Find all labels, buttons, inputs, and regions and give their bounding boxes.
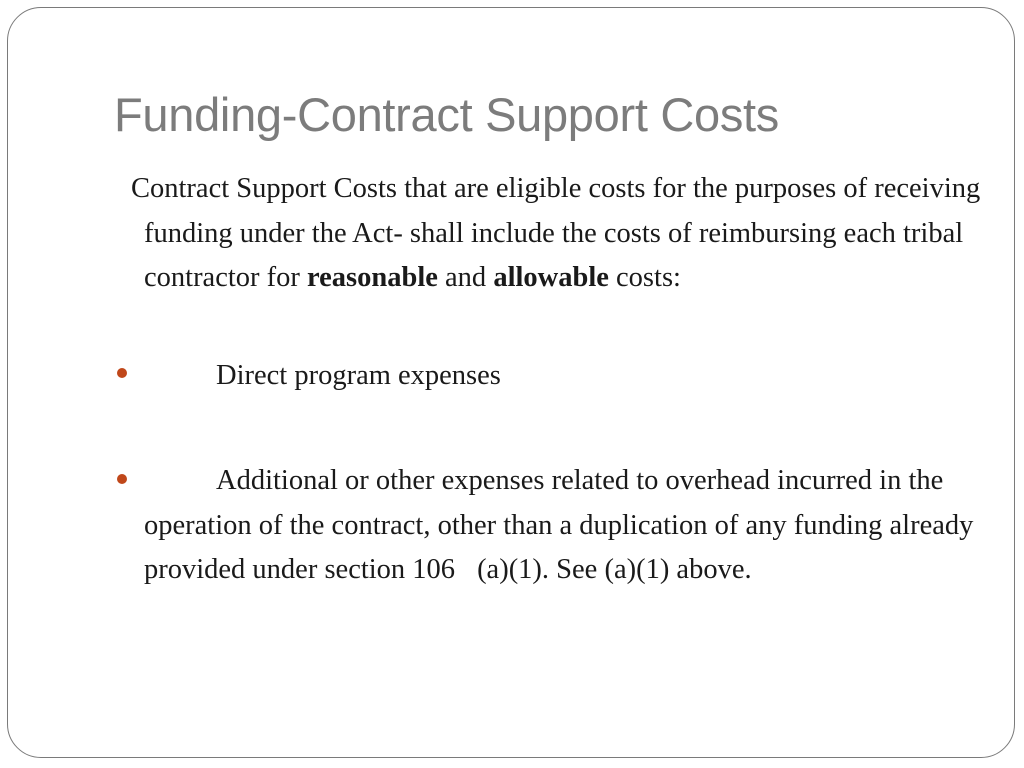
bullet-item-main-text: Additional or other expenses related to overhead incurred in the operation of the contract, other than a duplication of any funding already provided under section 106 [144, 465, 974, 585]
intro-text-after: costs: [608, 262, 681, 293]
bullet-dot-icon [117, 368, 127, 378]
bullet-item-additional-expenses [144, 459, 974, 593]
intro-text-before: Contract Support Costs that are eligible costs for the purposes of receiving funding under the Act- shall include the costs of reimbursing each tribal contractor for [131, 173, 981, 293]
bullet-dot-icon [117, 474, 127, 484]
intro-bold-reasonable: reasonable [307, 262, 438, 293]
intro-paragraph [131, 167, 994, 301]
intro-bold-allowable: allowable [493, 262, 609, 293]
bullet-item-direct-program: Direct program expenses [216, 360, 501, 391]
bullet-item-tail-text: (a)(1). See (a)(1) above. [477, 554, 752, 585]
slide-title: Funding-Contract Support Costs [114, 88, 779, 141]
intro-text-middle: and [437, 262, 494, 293]
